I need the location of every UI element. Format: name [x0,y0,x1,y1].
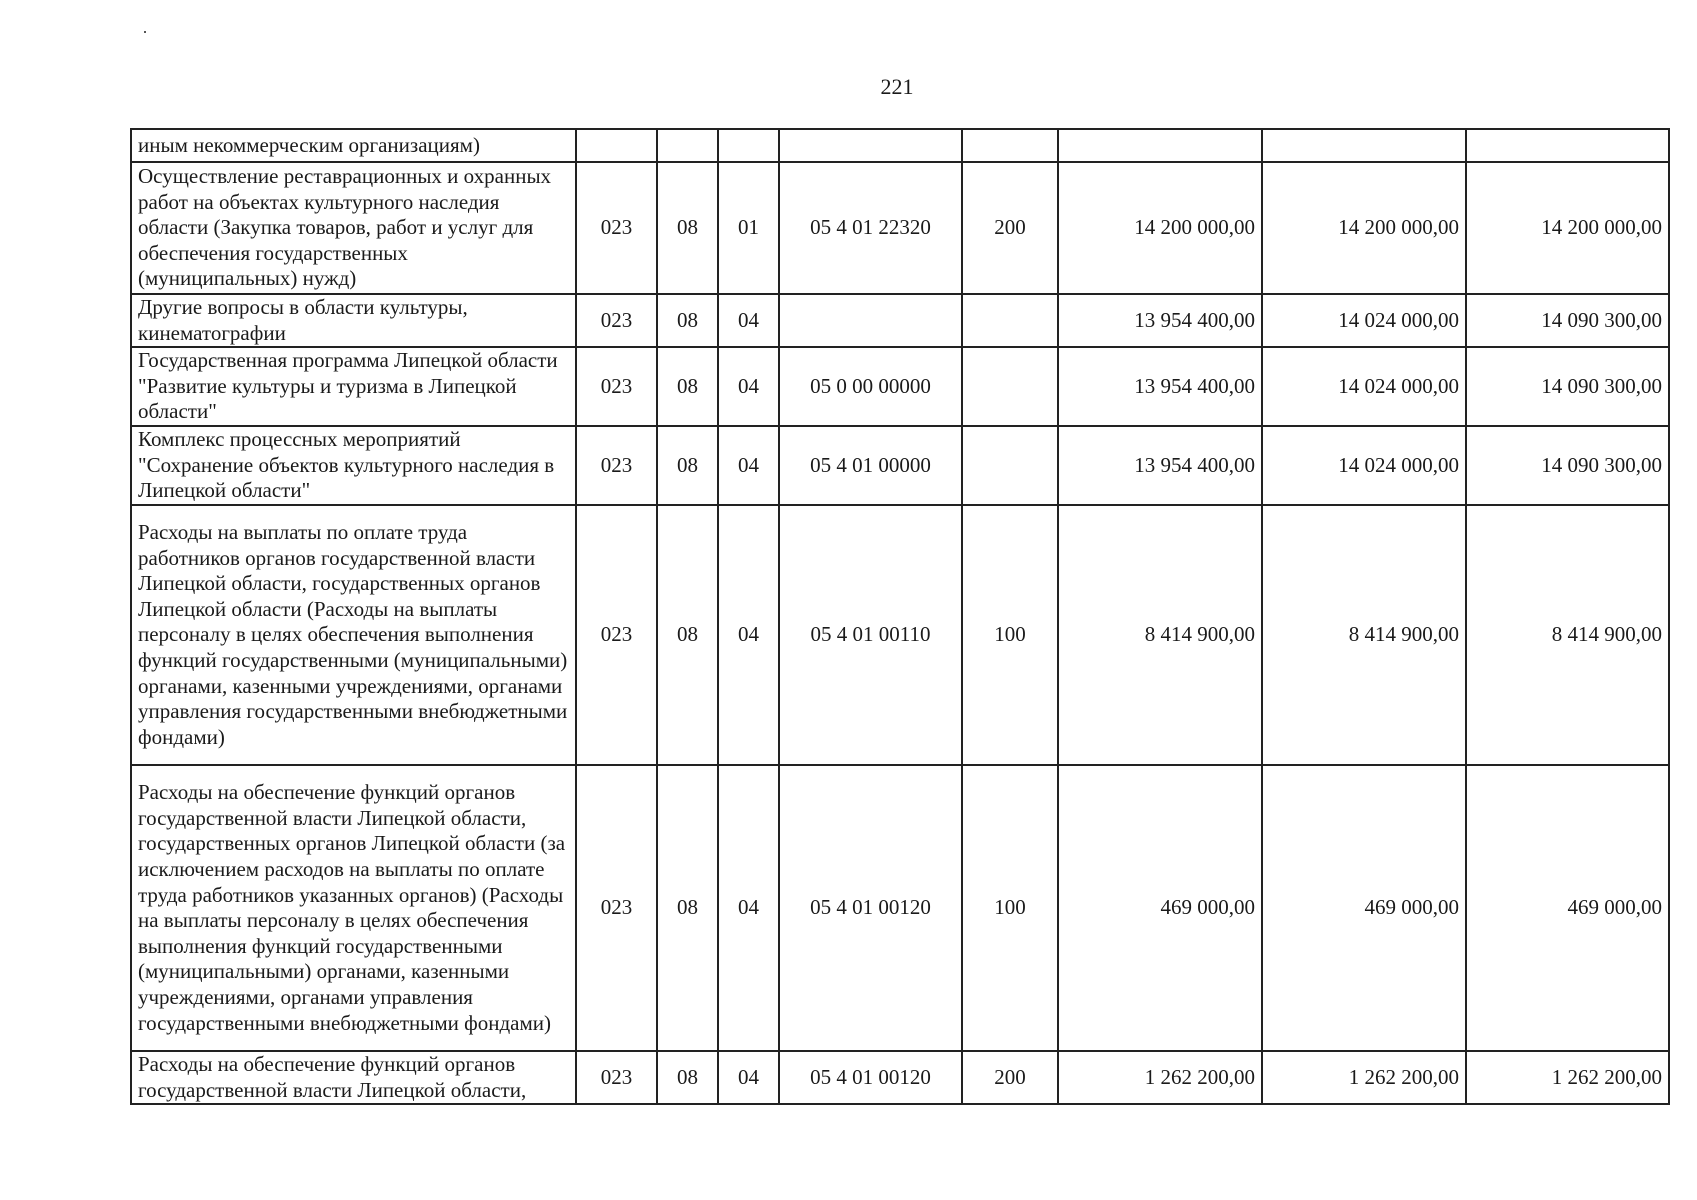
ministry-code: 023 [576,294,657,347]
amount-year-2: 14 024 000,00 [1262,347,1466,426]
subsection-code: 01 [718,162,779,294]
amount-year-2: 14 024 000,00 [1262,294,1466,347]
subsection-code: 04 [718,347,779,426]
amount-year-1: 13 954 400,00 [1058,294,1262,347]
expense-type-code: 200 [962,162,1058,294]
expense-type-code: 100 [962,505,1058,765]
target-code: 05 0 00 00000 [779,347,962,426]
amount-year-1: 8 414 900,00 [1058,505,1262,765]
expense-type-code: 200 [962,1051,1058,1104]
table-row [131,347,1669,426]
target-code: 05 4 01 00110 [779,505,962,765]
table-row [131,426,1669,505]
section-code: 08 [657,765,718,1051]
amount-year-3: 1 262 200,00 [1466,1051,1669,1104]
expense-type-code [962,129,1058,162]
budget-table [130,128,1670,1105]
table-row [131,765,1669,1051]
section-code [657,129,718,162]
target-code: 05 4 01 00000 [779,426,962,505]
amount-year-1: 1 262 200,00 [1058,1051,1262,1104]
amount-year-3: 14 200 000,00 [1466,162,1669,294]
section-code: 08 [657,505,718,765]
amount-year-2: 8 414 900,00 [1262,505,1466,765]
row-description: Государственная программа Липецкой области "Развитие культуры и туризма в Липецкой области" [131,347,576,426]
section-code: 08 [657,162,718,294]
ministry-code: 023 [576,162,657,294]
expense-type-code [962,426,1058,505]
target-code: 05 4 01 22320 [779,162,962,294]
amount-year-1: 13 954 400,00 [1058,426,1262,505]
row-description: Осуществление реставрационных и охранных работ на объектах культурного наследия области (Закупка товаров, работ и услуг для обеспечения государственных (муниципальных) нужд) [131,162,576,294]
table-row [131,162,1669,294]
ministry-code: 023 [576,426,657,505]
table-row [131,1051,1669,1104]
amount-year-3: 14 090 300,00 [1466,294,1669,347]
expense-type-code [962,294,1058,347]
expense-type-code: 100 [962,765,1058,1051]
section-code: 08 [657,1051,718,1104]
amount-year-2: 14 200 000,00 [1262,162,1466,294]
subsection-code: 04 [718,505,779,765]
table-row [131,505,1669,765]
amount-year-3: 14 090 300,00 [1466,426,1669,505]
ministry-code [576,129,657,162]
row-description: Расходы на выплаты по оплате труда работников органов государственной власти Липецкой области, государственных органов Липецкой области (Расходы на выплаты персоналу в целях обеспечения выполнения функций государственными (муниципальными) органами, казенными учреждениями, органами управления государственными внебюджетными фондами) [131,505,576,765]
section-code: 08 [657,426,718,505]
target-code [779,129,962,162]
subsection-code [718,129,779,162]
ministry-code: 023 [576,505,657,765]
amount-year-2: 1 262 200,00 [1262,1051,1466,1104]
row-description: иным некоммерческим организациям) [131,129,576,162]
amount-year-3: 14 090 300,00 [1466,347,1669,426]
row-description: Комплекс процессных мероприятий "Сохранение объектов культурного наследия в Липецкой области" [131,426,576,505]
amount-year-1: 13 954 400,00 [1058,347,1262,426]
amount-year-1: 14 200 000,00 [1058,162,1262,294]
subsection-code: 04 [718,1051,779,1104]
ministry-code: 023 [576,765,657,1051]
table-row [131,294,1669,347]
section-code: 08 [657,347,718,426]
amount-year-2: 469 000,00 [1262,765,1466,1051]
target-code: 05 4 01 00120 [779,1051,962,1104]
expense-type-code [962,347,1058,426]
amount-year-1 [1058,129,1262,162]
amount-year-3 [1466,129,1669,162]
subsection-code: 04 [718,426,779,505]
page-number: 221 [880,74,914,99]
row-description: Расходы на обеспечение функций органов государственной власти Липецкой области, [131,1051,576,1104]
subsection-code: 04 [718,294,779,347]
row-description: Другие вопросы в области культуры, кинематографии [131,294,576,347]
amount-year-3: 469 000,00 [1466,765,1669,1051]
amount-year-2 [1262,129,1466,162]
table-row [131,129,1669,162]
target-code [779,294,962,347]
ministry-code: 023 [576,1051,657,1104]
subsection-code: 04 [718,765,779,1051]
amount-year-3: 8 414 900,00 [1466,505,1669,765]
scan-speck [144,31,146,33]
section-code: 08 [657,294,718,347]
amount-year-1: 469 000,00 [1058,765,1262,1051]
ministry-code: 023 [576,347,657,426]
target-code: 05 4 01 00120 [779,765,962,1051]
amount-year-2: 14 024 000,00 [1262,426,1466,505]
row-description: Расходы на обеспечение функций органов государственной власти Липецкой области, государственных органов Липецкой области (за исключением расходов на выплаты по оплате труда работников указанных органов) (Расходы на выплаты персоналу в целях обеспечения выполнения функций государственными (муниципальными) органами, казенными учреждениями, органами управления государственными внебюджетными фондами) [131,765,576,1051]
